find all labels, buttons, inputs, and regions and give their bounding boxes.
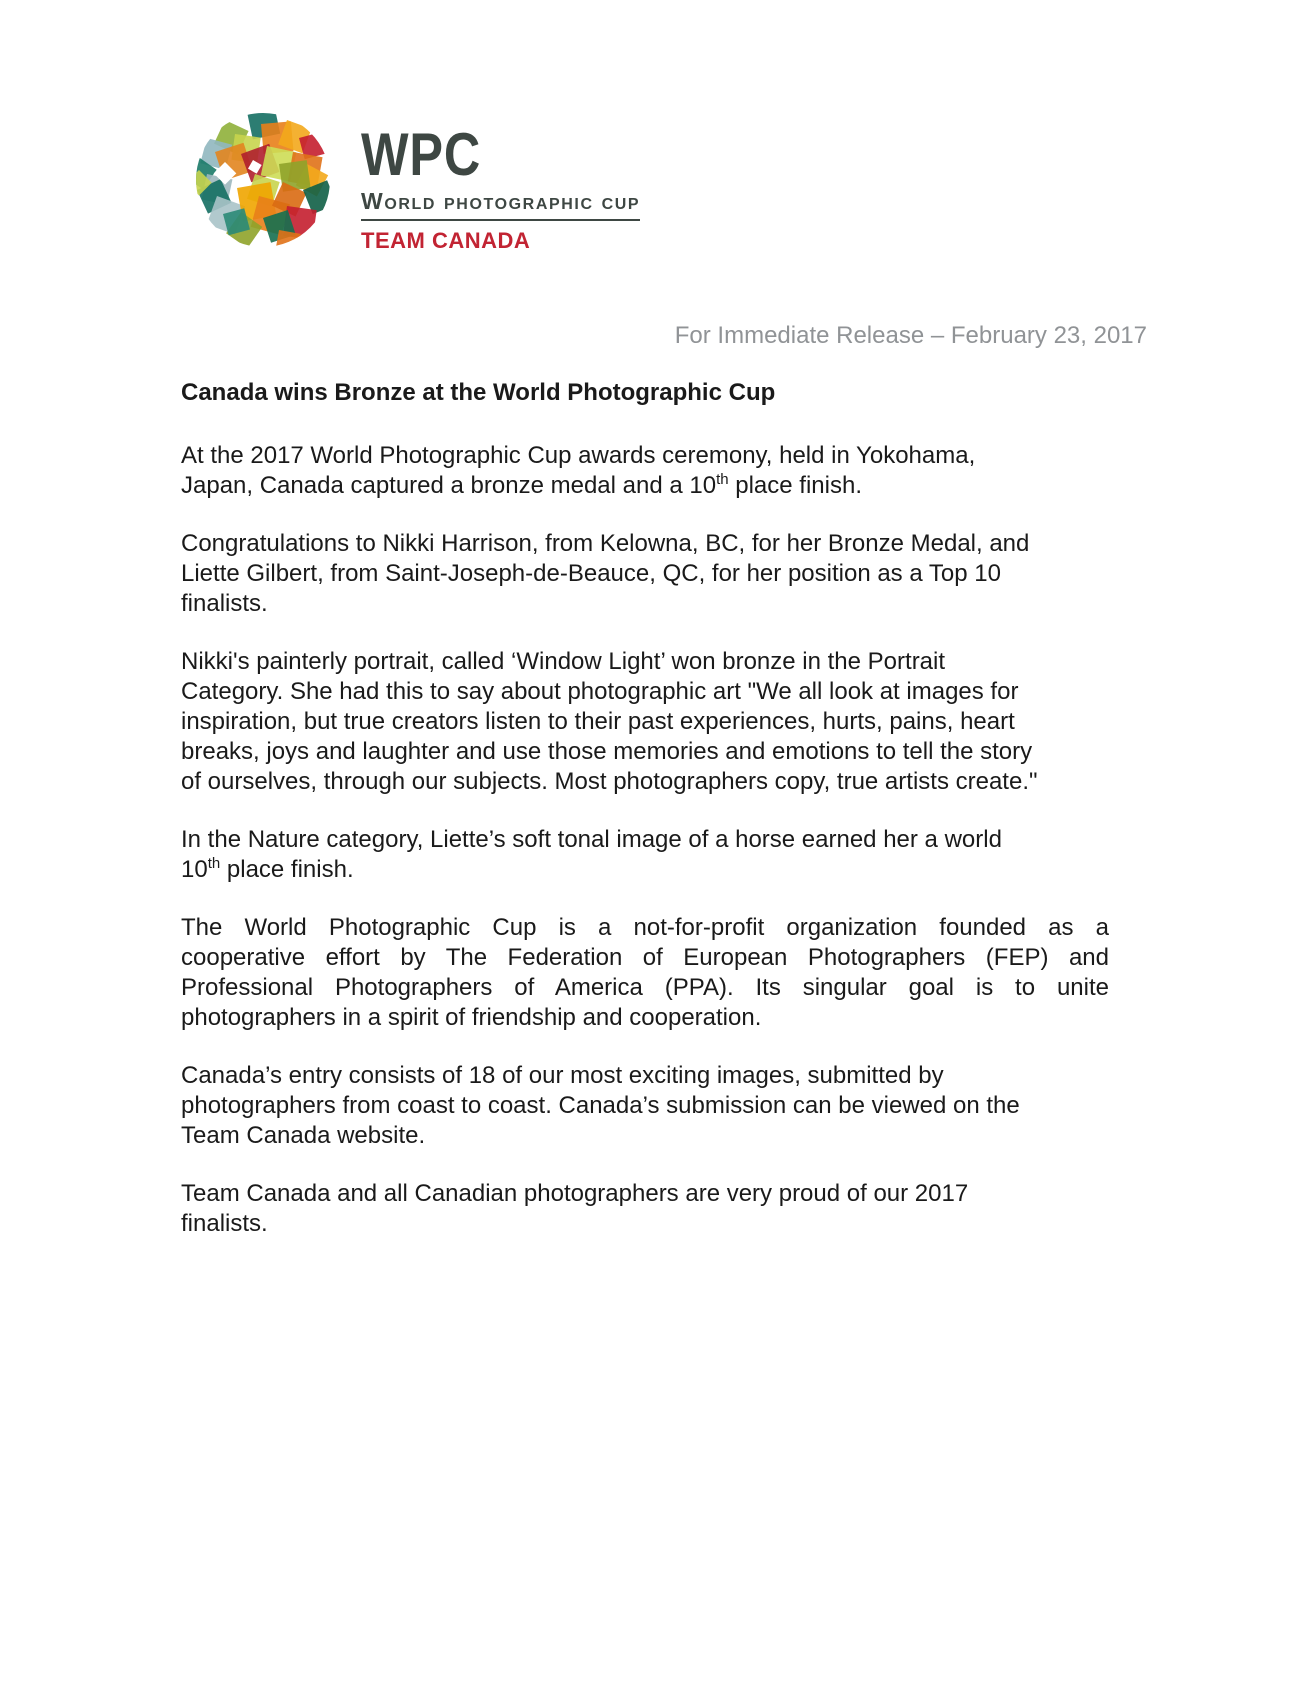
release-line: For Immediate Release – February 23, 2017 [674,322,1147,349]
paragraph-canadas-entry: Canada’s entry consists of 18 of our most exciting images, submitted by photographers from coast to coast. Canada’s submission can be viewed on the Team Canada website. [181,1062,1020,1149]
justified-lines: The World Photographic Cup is a not-for-profit organization founded as a cooperative effort by The Federation of European Photographers (FEP) and Professional Photographers of America (PPA). Its singular goal is to unite [181,914,1109,1001]
paragraph-wpc-organization [181,913,1109,1033]
logo-divider [361,219,640,221]
paragraph-awards-ceremony: At the 2017 World Photographic Cup awards ceremony, held in Yokohama, Japan, Canada captured a bronze medal and a 10th place finish. [181,442,976,499]
logo-acronym: WPC [361,121,482,188]
logo-team-name: TEAM CANADA [361,228,531,253]
paragraph-congratulations: Congratulations to Nikki Harrison, from Kelowna, BC, for her Bronze Medal, and Liette Gilbert, from Saint-Joseph-de-Beauce, QC, for her position as a Top 10 finalists. [181,530,1030,617]
logo-wordmark: World photographic cup [361,188,641,214]
paragraph-proud-finalists: Team Canada and all Canadian photographers are very proud of our 2017 finalists. [181,1180,969,1237]
headline: Canada wins Bronze at the World Photographic Cup [181,379,776,406]
paragraph-nature-category: In the Nature category, Liette’s soft tonal image of a horse earned her a world 10th place finish. [181,826,1002,883]
logo-text [361,112,640,253]
document-body [181,321,1147,1267]
wpc-logo [195,112,640,253]
wpc-globe-icon [195,112,331,248]
last-line: photographers in a spirit of friendship and cooperation. [181,1004,762,1031]
paragraph-nikki-quote: Nikki's painterly portrait, called ‘Window Light’ won bronze in the Portrait Category. She had this to say about photographic art "We all look at images for inspiration, but true creators listen to their past experiences, hurts, pains, heart breaks, joys and laughter and use those memories and emotions to tell the story of ourselves, through our subjects. Most photographers copy, true artists create." [181,648,1038,795]
